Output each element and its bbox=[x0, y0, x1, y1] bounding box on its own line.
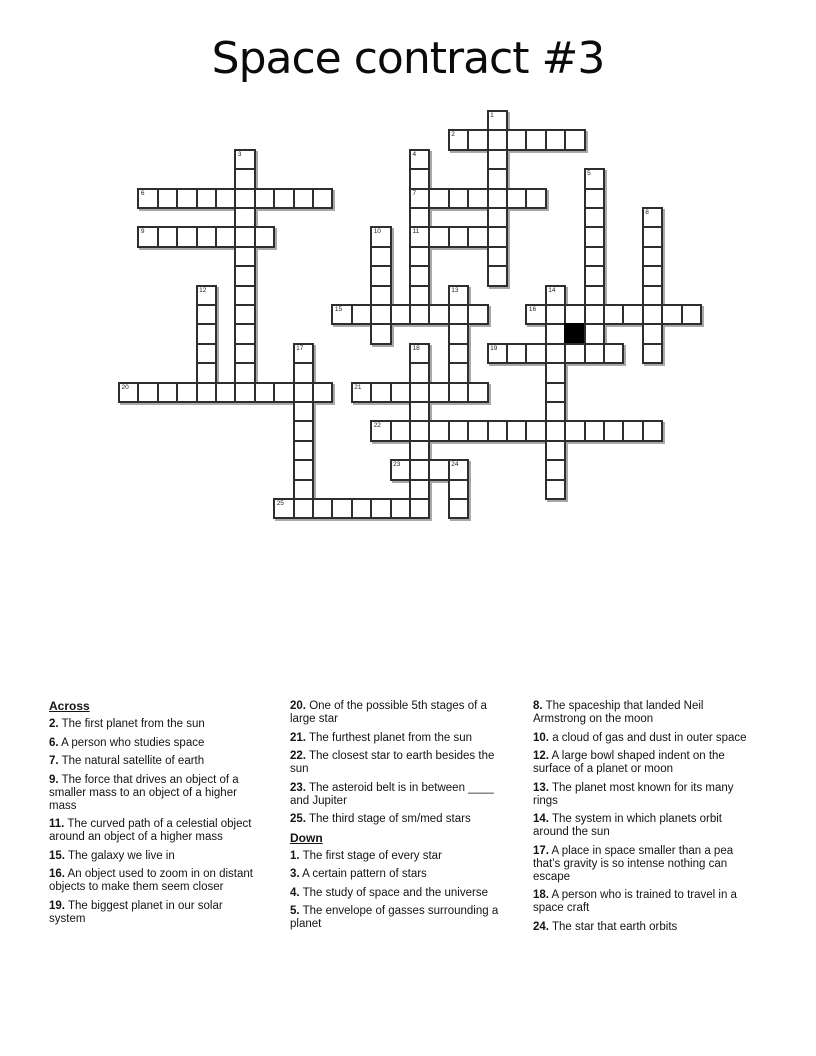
grid-cell[interactable] bbox=[545, 401, 566, 422]
grid-cell[interactable] bbox=[293, 459, 314, 480]
grid-cell[interactable] bbox=[293, 440, 314, 461]
grid-cell[interactable] bbox=[390, 498, 411, 519]
grid-cell-number: 4 bbox=[412, 150, 417, 158]
grid-cell[interactable] bbox=[584, 265, 605, 286]
grid-cell[interactable] bbox=[564, 129, 585, 150]
grid-cell-number: 23 bbox=[393, 461, 401, 469]
grid-cell[interactable] bbox=[428, 382, 449, 403]
grid-cell-number: 12 bbox=[199, 286, 207, 294]
grid-cell[interactable] bbox=[448, 498, 469, 519]
grid-cell[interactable] bbox=[642, 285, 663, 306]
grid-cell[interactable] bbox=[642, 304, 663, 325]
grid-cell[interactable] bbox=[467, 129, 488, 150]
grid-cell[interactable] bbox=[448, 382, 469, 403]
grid-cell[interactable] bbox=[409, 343, 430, 364]
grid-cell[interactable] bbox=[409, 459, 430, 480]
grid-cell[interactable] bbox=[545, 362, 566, 383]
grid-cell-number: 19 bbox=[490, 344, 498, 352]
grid-cell[interactable] bbox=[448, 362, 469, 383]
grid-cell[interactable] bbox=[525, 188, 546, 209]
grid-cell[interactable] bbox=[370, 246, 391, 267]
grid-cell[interactable] bbox=[448, 129, 469, 150]
grid-cell[interactable] bbox=[370, 498, 391, 519]
grid-cell[interactable] bbox=[331, 304, 352, 325]
grid-cell[interactable] bbox=[293, 343, 314, 364]
grid-cell[interactable] bbox=[487, 246, 508, 267]
grid-cell[interactable] bbox=[448, 479, 469, 500]
across-clue-21: 21. The furthest planet from the sun bbox=[290, 731, 472, 744]
clue-number: 8. bbox=[533, 700, 543, 712]
clue-number: 12. bbox=[533, 750, 549, 762]
grid-cell[interactable] bbox=[409, 149, 430, 170]
grid-cell[interactable] bbox=[584, 285, 605, 306]
across-clue-25: 25. The third stage of sm/med stars bbox=[290, 813, 471, 825]
grid-cell[interactable] bbox=[351, 498, 372, 519]
clues-column-2 bbox=[290, 700, 514, 937]
grid-cell[interactable] bbox=[370, 265, 391, 286]
grid-cell[interactable] bbox=[428, 420, 449, 441]
grid-cell[interactable] bbox=[525, 343, 546, 364]
grid-cell-number: 8 bbox=[645, 209, 649, 216]
grid-cell[interactable] bbox=[642, 207, 663, 228]
grid-cell[interactable] bbox=[642, 265, 663, 286]
grid-cell[interactable] bbox=[234, 246, 255, 267]
clue-number: 7. bbox=[49, 755, 59, 767]
grid-cell[interactable] bbox=[312, 382, 333, 403]
grid-cell[interactable] bbox=[137, 382, 158, 403]
grid-cell[interactable] bbox=[467, 420, 488, 441]
grid-cell[interactable] bbox=[234, 149, 255, 170]
grid-cell[interactable] bbox=[273, 188, 294, 209]
down-clue-3: 3. A certain pattern of stars bbox=[290, 868, 427, 880]
grid-cell[interactable] bbox=[622, 304, 643, 325]
clue-number: 15. bbox=[49, 849, 65, 862]
down-clue-13: 13. The planet most known for its many rings bbox=[533, 781, 734, 807]
grid-cell[interactable] bbox=[545, 382, 566, 403]
grid-cell-number: 13 bbox=[451, 286, 459, 294]
grid-cell[interactable] bbox=[584, 188, 605, 209]
across-clue-16: 16. An object used to zoom in on distant objects to make them seem closer bbox=[49, 868, 253, 893]
grid-cell[interactable] bbox=[545, 479, 566, 500]
across-clue-7: 7. The natural satellite of earth bbox=[49, 755, 205, 767]
down-clue-10: 10. a cloud of gas and dust in outer space bbox=[533, 731, 747, 744]
grid-cell[interactable] bbox=[506, 129, 527, 150]
grid-cell[interactable] bbox=[448, 343, 469, 364]
grid-cell[interactable] bbox=[293, 479, 314, 500]
grid-cell[interactable] bbox=[254, 188, 275, 209]
grid-cell[interactable] bbox=[312, 188, 333, 209]
grid-cell[interactable] bbox=[409, 498, 430, 519]
grid-cell[interactable] bbox=[215, 382, 236, 403]
grid-cell[interactable] bbox=[273, 498, 294, 519]
grid-cell[interactable] bbox=[584, 246, 605, 267]
grid-cell-number: 20 bbox=[121, 383, 129, 391]
grid-cell-number: 6 bbox=[140, 189, 145, 197]
grid-cell[interactable] bbox=[234, 265, 255, 286]
grid-cell[interactable] bbox=[487, 343, 508, 364]
across-clue-19: 19. The biggest planet in our solar system bbox=[49, 899, 223, 925]
grid-cell[interactable] bbox=[370, 285, 391, 306]
down-clue-14: 14. The system in which planets orbit around the sun bbox=[533, 813, 723, 838]
grid-cell[interactable] bbox=[448, 459, 469, 480]
grid-cell[interactable] bbox=[409, 265, 430, 286]
grid-cell-number: 18 bbox=[412, 344, 420, 352]
grid-cell[interactable] bbox=[487, 149, 508, 170]
grid-cell[interactable] bbox=[196, 285, 217, 306]
down-clue-5: 5. The envelope of gasses surrounding a planet bbox=[290, 905, 499, 930]
grid-cell[interactable] bbox=[234, 382, 255, 403]
grid-cell[interactable] bbox=[409, 362, 430, 383]
clue-number: 6. bbox=[49, 736, 59, 749]
down-clue-12: 12. A large bowl shaped indent on the surface of a planet or moon bbox=[533, 750, 725, 775]
grid-cell[interactable] bbox=[545, 129, 566, 150]
grid-cell[interactable] bbox=[196, 188, 217, 209]
grid-cell[interactable] bbox=[545, 304, 566, 325]
clue-number: 20. bbox=[290, 700, 306, 712]
clue-number: 16. bbox=[49, 868, 65, 880]
grid-cell-number: 15 bbox=[334, 306, 343, 313]
grid-cell[interactable] bbox=[254, 382, 275, 403]
clue-number: 25. bbox=[290, 813, 306, 825]
grid-cell[interactable] bbox=[196, 304, 217, 325]
black-cell bbox=[564, 323, 585, 344]
grid-cell[interactable] bbox=[564, 304, 585, 325]
clue-number: 10. bbox=[533, 731, 549, 744]
grid-cell[interactable] bbox=[176, 382, 197, 403]
grid-cell[interactable] bbox=[234, 285, 255, 306]
grid-cell[interactable] bbox=[584, 168, 605, 189]
grid-cell[interactable] bbox=[293, 498, 314, 519]
grid-cell[interactable] bbox=[448, 285, 469, 306]
grid-cell[interactable] bbox=[390, 382, 411, 403]
grid-cell[interactable] bbox=[234, 188, 255, 209]
grid-cell-number: 21 bbox=[354, 383, 362, 391]
grid-cell[interactable] bbox=[215, 188, 236, 209]
grid-cell[interactable] bbox=[312, 498, 333, 519]
grid-cell[interactable] bbox=[681, 304, 702, 325]
grid-cell[interactable] bbox=[370, 323, 391, 344]
grid-cell[interactable] bbox=[487, 226, 508, 247]
grid-cell[interactable] bbox=[293, 362, 314, 383]
grid-cell[interactable] bbox=[293, 420, 314, 441]
across-clue-15: 15. The galaxy we live in bbox=[49, 849, 175, 862]
grid-cell[interactable] bbox=[370, 304, 391, 325]
grid-cell[interactable] bbox=[525, 304, 546, 325]
grid-cell[interactable] bbox=[584, 304, 605, 325]
grid-cell[interactable] bbox=[428, 226, 449, 247]
grid-cell[interactable] bbox=[409, 226, 430, 247]
grid-cell[interactable] bbox=[525, 129, 546, 150]
grid-cell[interactable] bbox=[137, 226, 158, 247]
grid-cell[interactable] bbox=[390, 304, 411, 325]
grid-cell[interactable] bbox=[545, 343, 566, 364]
grid-cell[interactable] bbox=[448, 420, 469, 441]
grid-cell[interactable] bbox=[234, 362, 255, 383]
grid-cell[interactable] bbox=[409, 440, 430, 461]
grid-cell[interactable] bbox=[234, 304, 255, 325]
grid-cell[interactable] bbox=[331, 498, 352, 519]
grid-cell[interactable] bbox=[622, 420, 643, 441]
grid-cell-number: 5 bbox=[587, 170, 591, 178]
grid-cell[interactable] bbox=[584, 207, 605, 228]
grid-cell[interactable] bbox=[584, 420, 605, 441]
grid-cell[interactable] bbox=[584, 323, 605, 344]
grid-cell[interactable] bbox=[176, 188, 197, 209]
grid-cell-number: 9 bbox=[140, 228, 145, 236]
clues-column-3 bbox=[533, 700, 757, 939]
clue-number: 13. bbox=[533, 781, 549, 794]
grid-cell[interactable] bbox=[448, 226, 469, 247]
down-clue-17: 17. A place in space smaller than a pea that’s gravity is so intense nothing can escape bbox=[533, 844, 734, 883]
grid-cell[interactable] bbox=[215, 226, 236, 247]
down-clue-1: 1. The first stage of every star bbox=[290, 849, 442, 862]
grid-cell[interactable] bbox=[506, 420, 527, 441]
across-clue-2: 2. The first planet from the sun bbox=[49, 718, 205, 730]
grid-cell[interactable] bbox=[196, 382, 217, 403]
grid-cell[interactable] bbox=[409, 188, 430, 209]
across-clue-23: 23. The asteroid belt is in between ____ and Jupiter bbox=[290, 781, 494, 807]
grid-cell[interactable] bbox=[584, 343, 605, 364]
clue-number: 17. bbox=[533, 844, 549, 857]
across-clue-9: 9. The force that drives an object of a smaller mass to an object of a higher mass bbox=[49, 773, 239, 812]
grid-cell[interactable] bbox=[234, 323, 255, 344]
clue-number: 21. bbox=[290, 731, 306, 744]
clue-number: 5. bbox=[290, 905, 300, 917]
grid-cell-number: 1 bbox=[490, 112, 494, 119]
grid-cell[interactable] bbox=[428, 304, 449, 325]
clue-number: 23. bbox=[290, 781, 306, 794]
grid-cell[interactable] bbox=[118, 382, 139, 403]
clue-number: 22. bbox=[290, 750, 306, 762]
grid-cell[interactable] bbox=[487, 207, 508, 228]
grid-cell[interactable] bbox=[545, 459, 566, 480]
grid-cell[interactable] bbox=[506, 343, 527, 364]
grid-cell[interactable] bbox=[234, 168, 255, 189]
grid-cell[interactable] bbox=[196, 343, 217, 364]
grid-cell[interactable] bbox=[137, 188, 158, 209]
grid-cell[interactable] bbox=[661, 304, 682, 325]
clue-number: 4. bbox=[290, 886, 300, 899]
grid-cell[interactable] bbox=[467, 188, 488, 209]
grid-cell[interactable] bbox=[487, 265, 508, 286]
grid-cell[interactable] bbox=[254, 226, 275, 247]
grid-cell[interactable] bbox=[603, 420, 624, 441]
grid-cell[interactable] bbox=[409, 479, 430, 500]
grid-cell-number: 22 bbox=[373, 422, 381, 430]
grid-cell[interactable] bbox=[176, 226, 197, 247]
grid-cell[interactable] bbox=[409, 246, 430, 267]
grid-cell[interactable] bbox=[409, 304, 430, 325]
grid-cell[interactable] bbox=[448, 323, 469, 344]
grid-cell[interactable] bbox=[428, 459, 449, 480]
grid-cell[interactable] bbox=[234, 226, 255, 247]
grid-cell[interactable] bbox=[584, 226, 605, 247]
across-clue-22: 22. The closest star to earth besides the sun bbox=[290, 750, 495, 775]
clues-column-1 bbox=[49, 700, 261, 931]
grid-cell[interactable] bbox=[448, 304, 469, 325]
clue-number: 24. bbox=[533, 920, 549, 933]
clue-number: 14. bbox=[533, 813, 549, 825]
clue-number: 18. bbox=[533, 889, 549, 901]
down-clue-4: 4. The study of space and the universe bbox=[290, 886, 488, 899]
grid-cell-number: 17 bbox=[296, 344, 304, 352]
grid-cell[interactable] bbox=[409, 285, 430, 306]
grid-cell[interactable] bbox=[428, 188, 449, 209]
grid-cell-number: 3 bbox=[237, 150, 242, 158]
grid-cell-number: 11 bbox=[412, 228, 420, 236]
grid-cell-number: 2 bbox=[451, 131, 455, 139]
grid-cell[interactable] bbox=[564, 343, 585, 364]
grid-cell[interactable] bbox=[196, 323, 217, 344]
grid-cell[interactable] bbox=[157, 226, 178, 247]
grid-cell[interactable] bbox=[351, 304, 372, 325]
clue-number: 9. bbox=[49, 773, 59, 786]
across-clue-11: 11. The curved path of a celestial object around an object of a higher mass bbox=[49, 818, 252, 843]
grid-cell[interactable] bbox=[157, 382, 178, 403]
grid-cell[interactable] bbox=[545, 323, 566, 344]
grid-cell[interactable] bbox=[642, 420, 663, 441]
grid-cell[interactable] bbox=[370, 420, 391, 441]
grid-cell[interactable] bbox=[234, 343, 255, 364]
across-clue-6: 6. A person who studies space bbox=[49, 736, 205, 749]
grid-cell[interactable] bbox=[467, 226, 488, 247]
grid-cell[interactable] bbox=[467, 382, 488, 403]
grid-cell[interactable] bbox=[196, 226, 217, 247]
across-heading: Across bbox=[49, 699, 90, 713]
grid-cell[interactable] bbox=[409, 401, 430, 422]
down-heading: Down bbox=[290, 830, 323, 845]
grid-cell[interactable] bbox=[390, 420, 411, 441]
grid-cell[interactable] bbox=[487, 110, 508, 131]
grid-cell[interactable] bbox=[487, 129, 508, 150]
grid-cell-number: 24 bbox=[451, 461, 459, 469]
grid-cell[interactable] bbox=[487, 188, 508, 209]
clue-number: 3. bbox=[290, 868, 300, 880]
grid-cell[interactable] bbox=[273, 382, 294, 403]
clue-number: 1. bbox=[290, 849, 300, 862]
grid-cell[interactable] bbox=[642, 246, 663, 267]
grid-cell-number: 14 bbox=[548, 286, 556, 294]
grid-cell[interactable] bbox=[196, 362, 217, 383]
grid-cell[interactable] bbox=[448, 188, 469, 209]
grid-cell[interactable] bbox=[525, 420, 546, 441]
grid-cell-number: 10 bbox=[373, 228, 381, 236]
grid-cell[interactable] bbox=[293, 401, 314, 422]
crossword-grid bbox=[118, 110, 702, 520]
grid-cell-number: 16 bbox=[528, 306, 537, 313]
across-clue-20: 20. One of the possible 5th stages of a large star bbox=[290, 700, 487, 725]
grid-cell[interactable] bbox=[409, 168, 430, 189]
clue-number: 19. bbox=[49, 899, 65, 912]
grid-cell[interactable] bbox=[642, 323, 663, 344]
grid-cell[interactable] bbox=[487, 420, 508, 441]
grid-cell[interactable] bbox=[603, 343, 624, 364]
grid-cell-number: 7 bbox=[412, 189, 417, 197]
grid-cell[interactable] bbox=[157, 188, 178, 209]
page-title: Space contract #3 bbox=[211, 33, 605, 84]
down-clue-8: 8. The spaceship that landed Neil Armstrong on the moon bbox=[533, 700, 704, 725]
grid-cell[interactable] bbox=[603, 304, 624, 325]
grid-cell[interactable] bbox=[564, 420, 585, 441]
grid-cell[interactable] bbox=[506, 188, 527, 209]
clue-number: 2. bbox=[49, 718, 59, 730]
grid-cell[interactable] bbox=[293, 382, 314, 403]
grid-cell[interactable] bbox=[293, 188, 314, 209]
grid-cell[interactable] bbox=[409, 207, 430, 228]
grid-cell[interactable] bbox=[487, 168, 508, 189]
grid-cell[interactable] bbox=[234, 207, 255, 228]
grid-cell[interactable] bbox=[545, 440, 566, 461]
down-clue-24: 24. The star that earth orbits bbox=[533, 920, 678, 933]
grid-cell[interactable] bbox=[409, 382, 430, 403]
grid-cell-number: 25 bbox=[276, 500, 284, 507]
clue-number: 11. bbox=[49, 818, 65, 830]
grid-cell[interactable] bbox=[467, 304, 488, 325]
grid-cell[interactable] bbox=[545, 420, 566, 441]
grid-cell[interactable] bbox=[642, 226, 663, 247]
grid-cell[interactable] bbox=[351, 382, 372, 403]
down-clue-18: 18. A person who is trained to travel in a space craft bbox=[533, 889, 737, 914]
grid-cell[interactable] bbox=[370, 226, 391, 247]
grid-cell[interactable] bbox=[409, 420, 430, 441]
grid-cell[interactable] bbox=[545, 285, 566, 306]
grid-cell[interactable] bbox=[390, 459, 411, 480]
grid-cell[interactable] bbox=[370, 382, 391, 403]
grid-cell[interactable] bbox=[642, 343, 663, 364]
